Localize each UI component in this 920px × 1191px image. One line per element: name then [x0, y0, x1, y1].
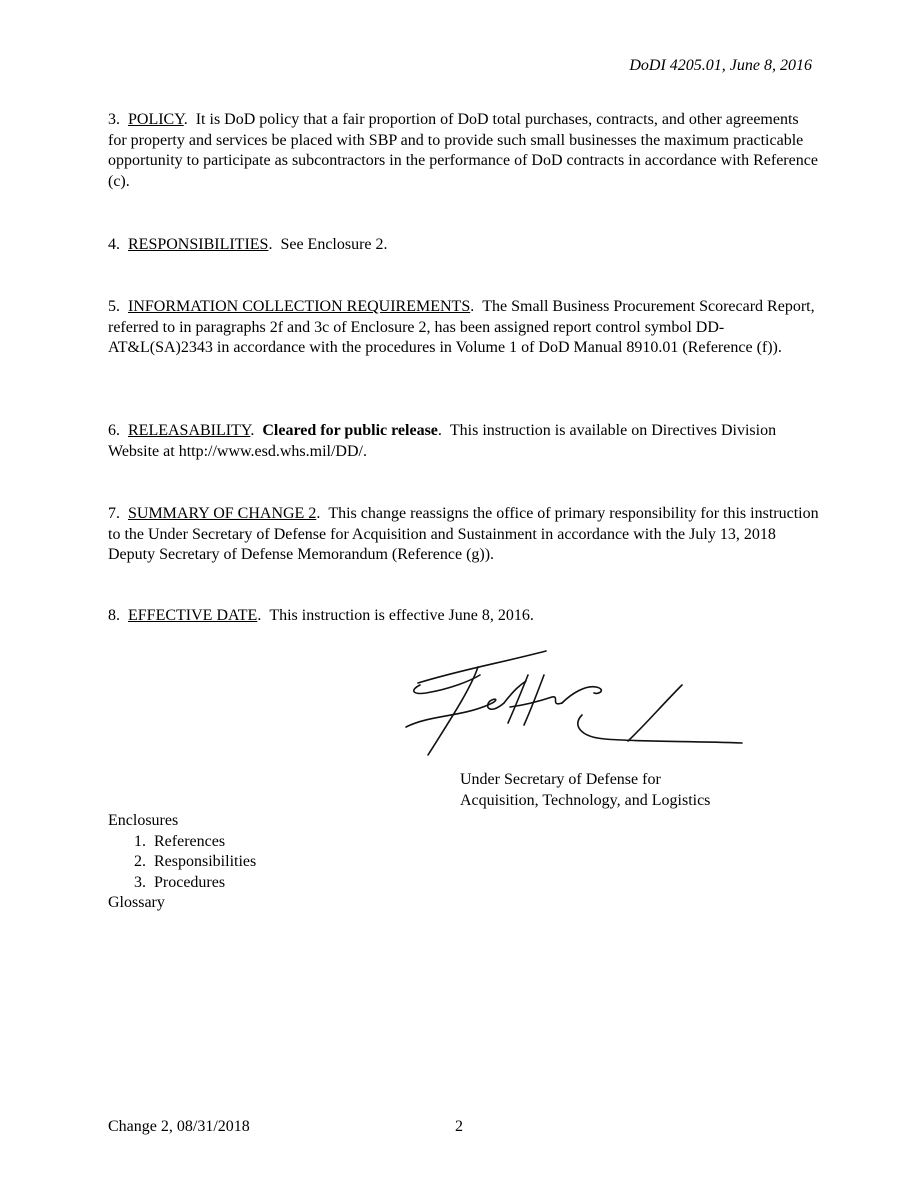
section-title: EFFECTIVE DATE	[128, 607, 258, 624]
signatory-title-line-2: Acquisition, Technology, and Logistics	[460, 791, 711, 809]
section-policy: 3. POLICY. It is DoD policy that a fair proportion of DoD total purchases, contracts, and other agreements for property and services be placed with SBP and to provide such small businesses the maximum practicable opportunity to participate as subcontractors in the performance of DoD contracts in accordance with Reference (c).	[108, 111, 818, 190]
section-text: This instruction is available on Directives Division Website at http://www.esd.whs.mil/DD/.	[108, 422, 777, 460]
section-summary-of-change: 7. SUMMARY OF CHANGE 2. This change reassigns the office of primary responsibility for this instruction to the Under Secretary of Defense for Acquisition and Sustainment in accordance with the July 13, 2018 Deputy Secretary of Defense Memorandum (Reference (g)).	[108, 505, 819, 563]
section-text: The Small Business Procurement Scorecard Report, referred to in paragraphs 2f and 3c of Enclosure 2, has been assigned report control symbol DD-AT&L(SA)2343 in accordance with the procedures in Volume 1 of DoD Manual 8910.01 (Reference (f)).	[108, 298, 815, 356]
enclosure-item: 1. References	[134, 832, 226, 850]
section-information-collection: 5. INFORMATION COLLECTION REQUIREMENTS. The Small Business Procurement Scorecard Report, referred to in paragraphs 2f and 3c of Enclosure 2, has been assigned report control symbol DD-AT&L(SA)2343 in accordance with the procedures in Volume 1 of DoD Manual 8910.01 (Reference (f)).	[108, 298, 815, 356]
handwritten-signature	[400, 645, 750, 760]
section-effective-date: 8. EFFECTIVE DATE. This instruction is effective June 8, 2016.	[108, 607, 534, 624]
section-text: It is DoD policy that a fair proportion of DoD total purchases, contracts, and other agreements for property and services be placed with SBP and to provide such small businesses the maximum practicable opportunity to participate as subcontractors in the performance of DoD contracts in accordance with Reference (c).	[108, 111, 818, 190]
footer-change-date: Change 2, 08/31/2018	[108, 1118, 250, 1135]
section-title: RESPONSIBILITIES	[128, 236, 269, 253]
enclosures-heading: Enclosures	[108, 812, 179, 829]
section-title: RELEASABILITY	[128, 422, 251, 439]
section-number: 8.	[108, 607, 120, 624]
signatory-title-line-1: Under Secretary of Defense for	[460, 771, 661, 788]
enclosure-item: 2. Responsibilities	[134, 853, 257, 870]
section-title: INFORMATION COLLECTION REQUIREMENTS	[128, 298, 471, 315]
section-text: This change reassigns the office of primary responsibility for this instruction to the Under Secretary of Defense for Acquisition and Sustainment in accordance with the July 13, 2018 Deputy Secretary of Defense Memorandum (Reference (g)).	[108, 505, 819, 563]
signature-block	[460, 770, 710, 811]
section-title: SUMMARY OF CHANGE 2	[128, 505, 317, 522]
section-releasability: 6. RELEASABILITY. Cleared for public release. This instruction is available on Directives Division Website at http://www.esd.whs.mil/DD/.	[108, 422, 777, 460]
running-header: DoDI 4205.01, June 8, 2016	[629, 57, 812, 74]
section-responsibilities: 4. RESPONSIBILITIES. See Enclosure 2.	[108, 236, 388, 253]
enclosure-item: 3. Procedures	[134, 873, 226, 891]
section-text: This instruction is effective June 8, 2016.	[269, 607, 534, 624]
section-number: 4.	[108, 236, 120, 253]
section-bold-text: Cleared for public release	[262, 422, 438, 439]
section-number: 3.	[108, 111, 120, 128]
glossary-label: Glossary	[108, 894, 165, 911]
enclosures-list	[108, 811, 256, 914]
section-number: 7.	[108, 505, 120, 522]
section-text: See Enclosure 2.	[280, 236, 388, 253]
footer-page-number: 2	[455, 1118, 463, 1135]
section-title: POLICY	[128, 111, 184, 128]
section-number: 6.	[108, 422, 120, 439]
section-number: 5.	[108, 298, 120, 315]
